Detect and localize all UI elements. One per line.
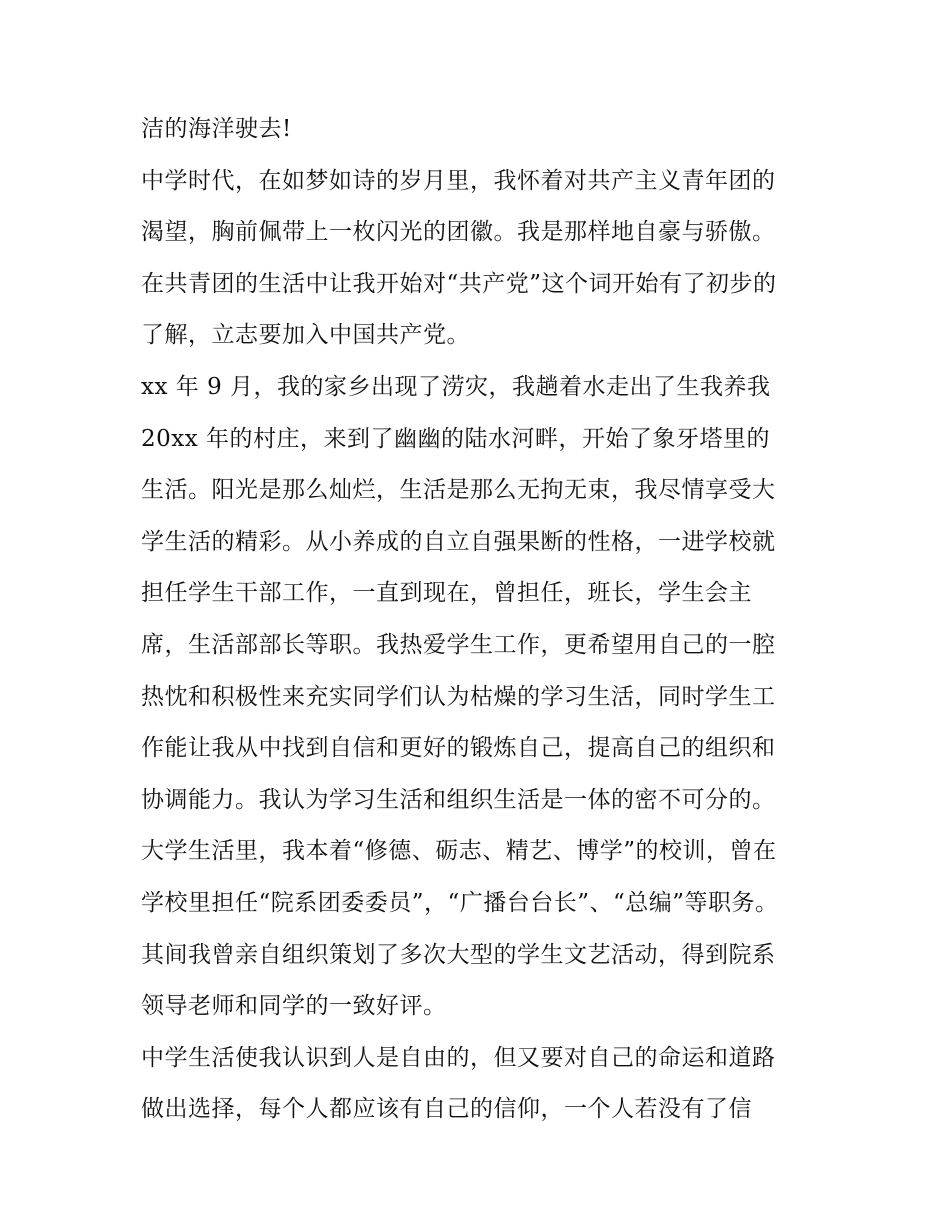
body-text [141, 107, 821, 1139]
text-line: 做出选择，每个人都应该有自己的信仰，一个人若没有了信 [141, 1096, 752, 1123]
text-line: 了解，立志要加入中国共产党。 [141, 322, 470, 349]
text-line: 中学生活使我认识到人是自由的，但又要对自己的命运和道路 [141, 1044, 776, 1071]
text-line: 学校里担任“院系团委委员”，“广播台台长”、“总编”等职务。 [141, 889, 779, 916]
text-line: 渴望，胸前佩带上一枚闪光的团徽。我是那样地自豪与骄傲。 [141, 219, 776, 246]
text-line: 热忱和积极性来充实同学们认为枯燥的学习生活，同时学生工 [141, 683, 776, 710]
text-line: 洁的海洋驶去! [141, 116, 292, 142]
text-line: 20xx 年的村庄，来到了幽幽的陆水河畔，开始了象牙塔里的 [141, 425, 771, 452]
text-line: 其间我曾亲自组织策划了多次大型的学生文艺活动，得到院系 [141, 941, 776, 968]
text-line: 作能让我从中找到自信和更好的锻炼自己，提高自己的组织和 [141, 735, 776, 762]
text-line: 大学生活里，我本着“修德、砺志、精艺、博学”的校训，曾在 [141, 838, 777, 865]
text-line: 中学时代，在如梦如诗的岁月里，我怀着对共产主义青年团的 [141, 167, 776, 194]
text-line: xx 年 9 月，我的家乡出现了涝灾，我趟着水走出了生我养我 [141, 373, 771, 400]
text-line: 担任学生干部工作，一直到现在，曾担任，班长，学生会主 [141, 580, 752, 607]
text-line: 席，生活部部长等职。我热爱学生工作，更希望用自己的一腔 [141, 631, 776, 658]
text-line: 协调能力。我认为学习生活和组织生活是一体的密不可分的。 [141, 786, 776, 813]
text-line: 生活。阳光是那么灿烂，生活是那么无拘无束，我尽情享受大 [141, 477, 776, 504]
text-line: 领导老师和同学的一致好评。 [141, 993, 447, 1020]
text-line: 学生活的精彩。从小养成的自立自强果断的性格，一进学校就 [141, 528, 776, 555]
text-line: 在共青团的生活中让我开始对“共产党”这个词开始有了初步的 [141, 270, 777, 297]
